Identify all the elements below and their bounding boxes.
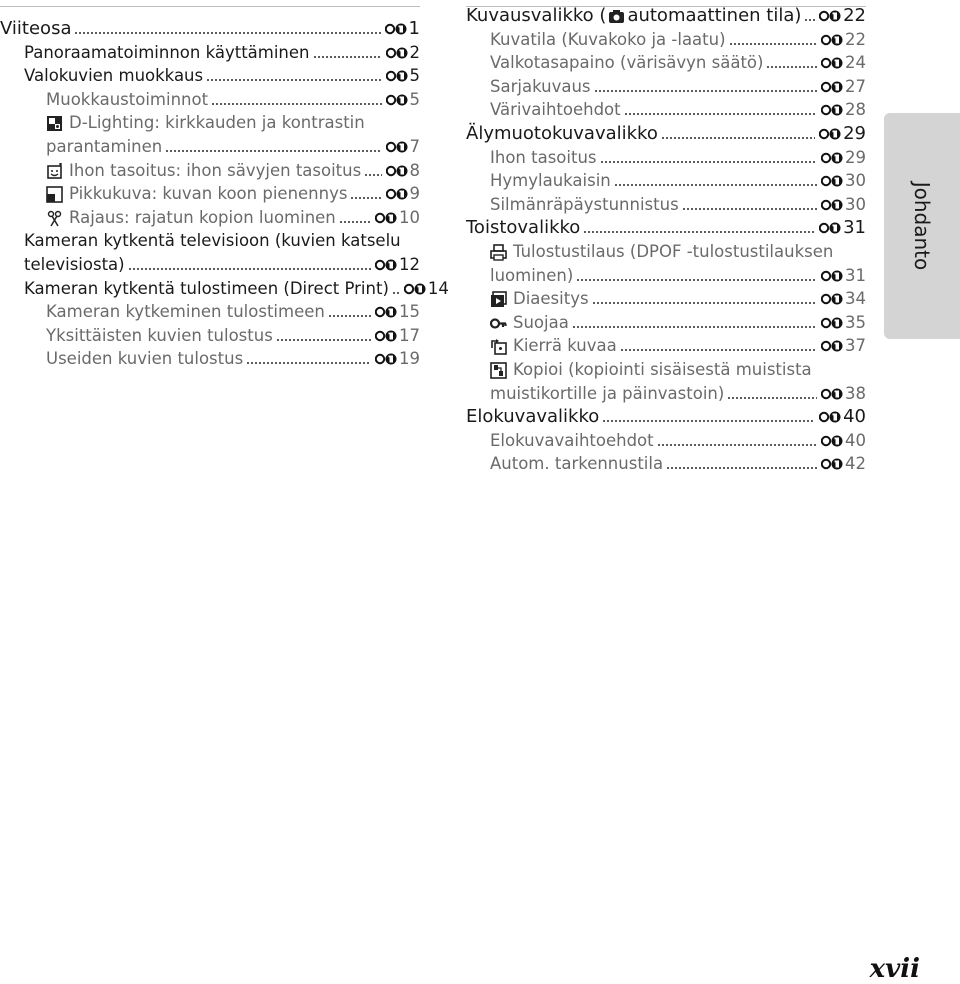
toc-entry-label: Kuvatila (Kuvakoko ja -laatu): [490, 29, 726, 49]
toc-entry-label: Kierrä kuvaa: [513, 336, 617, 356]
reference-section-icon: [821, 77, 843, 97]
toc-entry[interactable]: [0, 110, 420, 134]
toc-entry-label: Autom. tarkennustila: [490, 454, 664, 474]
page-reference-number: 31: [845, 265, 866, 285]
dot-leader: [766, 55, 817, 69]
toc-entry[interactable]: [466, 239, 866, 263]
page-reference[interactable]: [385, 18, 420, 40]
dot-leader: [666, 456, 817, 470]
dot-leader: [74, 21, 380, 35]
dot-leader: [364, 163, 381, 177]
toc-entry[interactable]: [0, 323, 420, 347]
dot-leader: [339, 210, 371, 224]
reference-section-icon: [375, 208, 397, 228]
reference-section-icon: [375, 349, 397, 369]
toc-entry[interactable]: [0, 158, 420, 182]
page-reference-number: 40: [845, 430, 866, 450]
toc-entry-label: Tulostustilaus (DPOF -tulostustilauksen: [513, 242, 834, 261]
toc-entry-label: Elokuvavaihtoehdot: [490, 430, 654, 450]
toc-entry[interactable]: [466, 74, 866, 98]
toc-entry-label: parantaminen: [46, 137, 163, 156]
toc-entry-label-tail: automaattinen tila): [627, 5, 802, 26]
page-reference[interactable]: [404, 278, 449, 300]
toc-entry-label: Silmänräpäystunnistus: [490, 194, 679, 214]
print-order-icon: [490, 244, 507, 261]
reference-section-icon: [819, 6, 841, 26]
toc-entry-label: Sarjakuvaus: [490, 76, 591, 96]
toc-entry-label: Viiteosa: [0, 18, 72, 39]
dot-leader: [729, 32, 817, 46]
section-tab[interactable]: [884, 113, 960, 339]
page-reference-number: 8: [409, 160, 420, 180]
toc-entry-label: Muokkaustoiminnot: [46, 89, 209, 109]
toc-entry-label: D-Lighting: kirkkauden ja kontrastin: [69, 113, 365, 133]
dot-leader: [313, 45, 382, 59]
toc-entry-label: Kameran kytkentä televisioon (kuvien katselu: [24, 231, 401, 251]
toc-entry[interactable]: [466, 97, 866, 121]
dot-leader: [594, 79, 818, 93]
dot-leader: [804, 8, 815, 22]
reference-section-icon: [386, 90, 408, 110]
page-reference[interactable]: [375, 254, 420, 276]
toc-entry[interactable]: [0, 16, 420, 40]
page-reference-number: 29: [843, 123, 866, 144]
page-reference[interactable]: [375, 348, 420, 370]
dot-leader: [392, 281, 400, 295]
dot-leader: [350, 186, 381, 200]
toc-entry-label: Rajaus: rajatun kopion luominen: [69, 207, 336, 227]
page-reference[interactable]: [819, 217, 866, 239]
reference-section-icon: [404, 279, 426, 299]
dot-leader: [328, 304, 371, 318]
page-reference[interactable]: [819, 5, 866, 27]
reference-section-icon: [385, 19, 407, 39]
page-reference-number: 22: [845, 29, 866, 49]
reference-section-icon: [821, 431, 843, 451]
page-reference[interactable]: [386, 65, 421, 87]
toc-entry-label: Älymuotokuvavalikko: [466, 123, 658, 144]
toc-entry-label: Elokuvavalikko: [466, 406, 600, 428]
toc-entry[interactable]: [0, 205, 420, 229]
page-number: xvii: [869, 954, 920, 984]
toc-entry[interactable]: [466, 168, 866, 192]
reference-section-icon: [819, 218, 841, 238]
copy-icon: [490, 362, 507, 379]
page-reference[interactable]: [821, 288, 866, 310]
page-reference[interactable]: [819, 406, 866, 428]
dot-leader: [211, 92, 381, 106]
page-reference-number: 38: [845, 383, 866, 403]
page-reference-number: 29: [845, 147, 866, 167]
page-reference-number: 2: [409, 42, 420, 62]
page-reference[interactable]: [821, 76, 866, 98]
dot-leader: [572, 315, 817, 329]
toc-entry[interactable]: [466, 27, 866, 51]
dot-leader: [624, 102, 817, 116]
dot-leader: [576, 268, 817, 282]
page-reference[interactable]: [386, 183, 421, 205]
protect-key-icon: [490, 315, 507, 332]
page-reference[interactable]: [386, 89, 421, 111]
toc-entry-label: Ihon tasoitus: ihon sävyjen tasoitus: [69, 160, 362, 180]
reference-section-icon: [386, 137, 408, 157]
toc-entry[interactable]: [0, 346, 420, 370]
reference-section-icon: [821, 53, 843, 73]
page-reference-number: 40: [843, 406, 866, 428]
toc-entry-label: Yksittäisten kuvien tulostus: [46, 325, 273, 345]
toc-entry-label: Diaesitys: [513, 289, 589, 309]
skin-softening-icon: [46, 163, 63, 180]
dot-leader: [600, 150, 817, 164]
dot-leader: [276, 328, 371, 342]
page-reference[interactable]: [821, 29, 866, 51]
page-reference-number: 14: [427, 278, 449, 298]
toc-entry[interactable]: [0, 181, 420, 205]
toc-entry[interactable]: [0, 87, 420, 111]
page-reference[interactable]: [821, 312, 866, 334]
toc-entry[interactable]: [466, 451, 866, 475]
reference-section-icon: [819, 124, 841, 144]
page-reference-number: 42: [845, 454, 866, 474]
reference-section-icon: [375, 326, 397, 346]
camera-auto-icon: [608, 8, 625, 25]
toc-entry-label: Kameran kytkentä tulostimeen (Direct Print): [24, 278, 389, 298]
page-reference-number: 37: [845, 336, 866, 356]
page-reference-number: 22: [843, 5, 866, 26]
toc-entry[interactable]: [466, 404, 866, 428]
toc-entry[interactable]: [466, 121, 866, 145]
reference-section-icon: [821, 289, 843, 309]
reference-section-icon: [821, 30, 843, 50]
toc-entry-label: Toistovalikko: [466, 217, 581, 239]
page-reference-number: 24: [845, 53, 866, 73]
toc-entry[interactable]: [466, 3, 866, 27]
dot-leader: [583, 220, 815, 234]
toc-entry[interactable]: [0, 228, 420, 252]
toc-entry-label: Valkotasapaino (värisävyn säätö): [490, 53, 764, 73]
rotate-image-icon: [490, 338, 507, 355]
dot-leader: [620, 338, 817, 352]
toc-entry-label: Pikkukuva: kuvan koon pienennys: [69, 184, 348, 204]
reference-section-icon: [821, 171, 843, 191]
page-reference[interactable]: [821, 453, 866, 475]
page-reference[interactable]: [386, 42, 421, 64]
toc-entry-label: Kuvausvalikko (: [466, 5, 607, 26]
toc-entry[interactable]: [466, 263, 866, 287]
page-reference-number: 5: [409, 66, 420, 86]
dot-leader: [246, 351, 371, 365]
reference-section-icon: [821, 266, 843, 286]
page-reference-number: 27: [845, 76, 866, 96]
reference-section-icon: [386, 66, 408, 86]
toc-entry-label: Värivaihtoehdot: [490, 100, 621, 120]
crop-icon: [46, 210, 63, 227]
reference-section-icon: [375, 255, 397, 275]
top-rule-left: [0, 6, 420, 7]
page-reference-number: 10: [399, 207, 420, 227]
toc-entry[interactable]: [0, 63, 420, 87]
page-reference-number: 19: [399, 349, 420, 369]
page-reference[interactable]: [375, 207, 420, 229]
page-reference[interactable]: [821, 430, 866, 452]
page-reference[interactable]: [375, 325, 420, 347]
toc-entry-label: televisiosta): [24, 255, 125, 274]
toc-entry-label: Valokuvien muokkaus: [24, 66, 204, 86]
reference-section-icon: [821, 195, 843, 215]
toc-entry[interactable]: [0, 134, 420, 158]
page-reference-number: 30: [845, 171, 866, 191]
reference-section-icon: [821, 313, 843, 333]
dot-leader: [602, 409, 815, 423]
page-reference[interactable]: [821, 194, 866, 216]
reference-section-icon: [386, 43, 408, 63]
toc-entry[interactable]: [0, 252, 420, 276]
dot-leader: [128, 257, 371, 271]
page-reference[interactable]: [821, 52, 866, 74]
dot-leader: [682, 197, 817, 211]
page-reference[interactable]: [821, 99, 866, 121]
toc-entry-label: Ihon tasoitus: [490, 147, 597, 167]
page-reference-number: 30: [845, 194, 866, 214]
small-picture-icon: [46, 186, 63, 203]
toc-entry[interactable]: [466, 310, 866, 334]
page-reference[interactable]: [821, 383, 866, 405]
d-lighting-icon: [46, 115, 63, 132]
dot-leader: [165, 139, 381, 153]
reference-section-icon: [821, 148, 843, 168]
reference-section-icon: [375, 302, 397, 322]
page-reference-number: 35: [845, 312, 866, 332]
page-reference-number: 15: [399, 302, 420, 322]
page-reference[interactable]: [821, 335, 866, 357]
toc-entry[interactable]: [466, 333, 866, 357]
page-reference[interactable]: [821, 265, 866, 287]
toc-entry-label: Useiden kuvien tulostus: [46, 349, 244, 369]
reference-section-icon: [821, 100, 843, 120]
page-reference-number: 28: [845, 100, 866, 120]
reference-section-icon: [821, 336, 843, 356]
dot-leader: [657, 433, 817, 447]
page-reference[interactable]: [819, 123, 866, 145]
page-reference-number: 31: [843, 217, 866, 239]
dot-leader: [661, 126, 815, 140]
reference-section-icon: [386, 184, 408, 204]
toc-entry[interactable]: [466, 192, 866, 216]
reference-section-icon: [819, 407, 841, 427]
toc-entry[interactable]: [0, 299, 420, 323]
page-reference-number: 9: [409, 184, 420, 204]
toc-entry[interactable]: [466, 50, 866, 74]
page-reference[interactable]: [821, 147, 866, 169]
reference-section-icon: [821, 454, 843, 474]
page-reference[interactable]: [375, 301, 420, 323]
toc-entry[interactable]: [466, 145, 866, 169]
page-reference-number: 5: [409, 89, 420, 109]
reference-section-icon: [821, 384, 843, 404]
toc-entry[interactable]: [466, 428, 866, 452]
page-reference[interactable]: [386, 160, 421, 182]
toc-entry[interactable]: [0, 40, 420, 64]
dot-leader: [727, 386, 817, 400]
toc-entry[interactable]: [466, 381, 866, 405]
toc-entry[interactable]: [0, 276, 449, 300]
toc-entry[interactable]: [466, 286, 866, 310]
section-tab-label: Johdanto: [910, 181, 934, 271]
dot-leader: [592, 291, 817, 305]
slide-show-icon: [490, 291, 507, 308]
page-reference-number: 7: [409, 137, 420, 156]
dot-leader: [206, 68, 381, 82]
toc-entry-label: Hymylaukaisin: [490, 171, 611, 191]
page-reference-number: 34: [845, 289, 866, 309]
page-reference-number: 17: [399, 325, 420, 345]
toc-entry-label: Kopioi (kopiointi sisäisestä muistista: [513, 360, 812, 379]
toc-entry-label: Kameran kytkeminen tulostimeen: [46, 302, 325, 322]
toc-entry-label: Panoraamatoiminnon käyttäminen: [24, 42, 310, 62]
reference-section-icon: [386, 161, 408, 181]
toc-entry[interactable]: [466, 215, 866, 239]
page-reference-number: 1: [408, 18, 420, 39]
toc-entry-label: muistikortille ja päinvastoin): [490, 383, 725, 403]
toc-entry-label: Suojaa: [513, 312, 569, 332]
page-reference-number: 12: [399, 255, 420, 274]
toc-entry[interactable]: [466, 357, 866, 381]
toc-entry-label: luominen): [490, 265, 574, 285]
dot-leader: [614, 173, 817, 187]
page-reference[interactable]: [386, 136, 421, 158]
page-reference[interactable]: [821, 170, 866, 192]
